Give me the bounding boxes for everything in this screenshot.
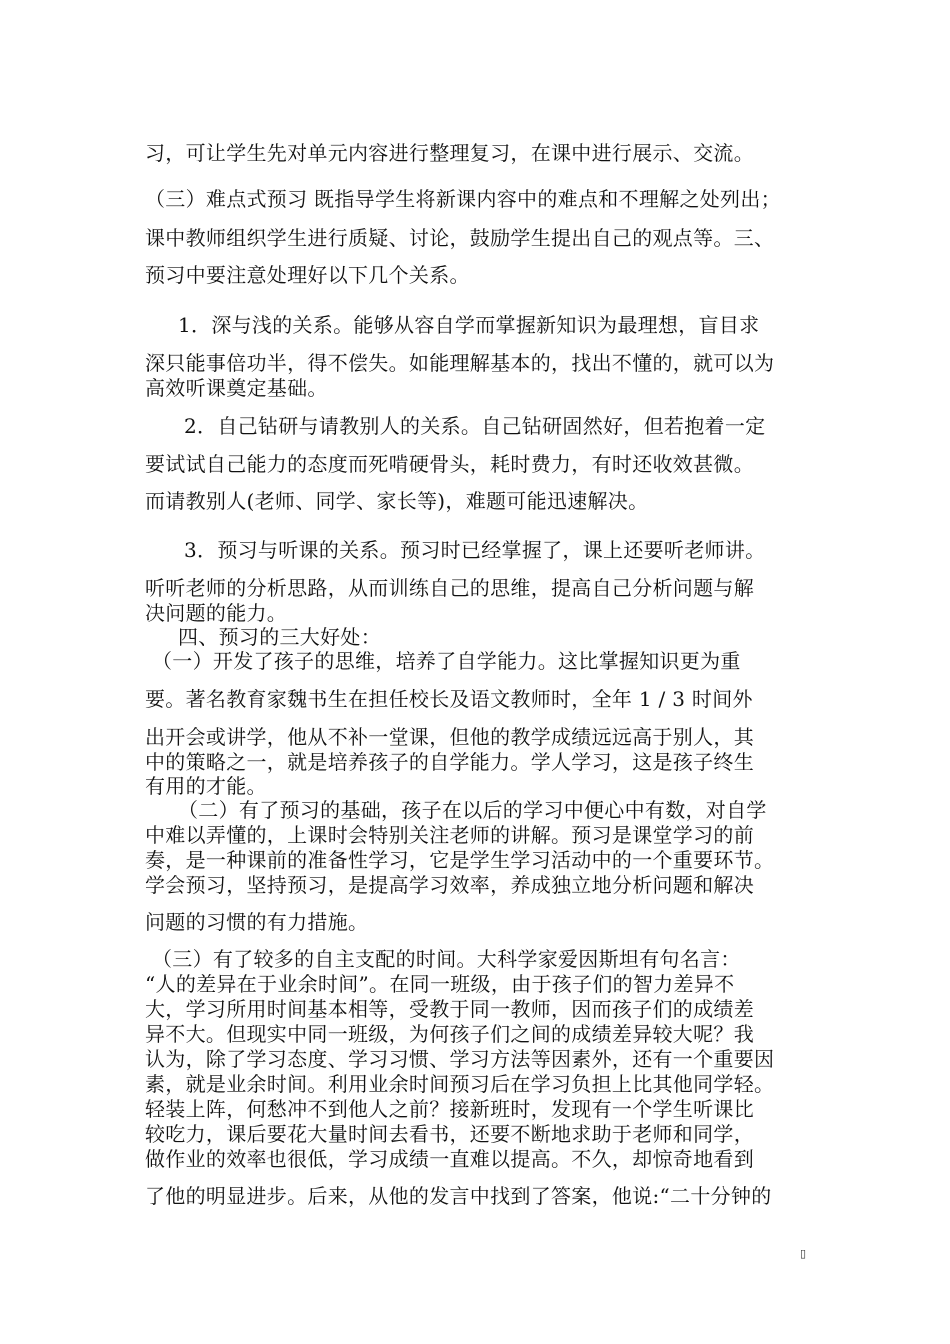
text-line: （一）开发了孩子的思维，培养了自学能力。这比掌握知识更为重 (152, 649, 741, 673)
text-line: 中的策略之一，就是培养孩子的自学能力。学人学习，这是孩子终生 (145, 750, 754, 774)
text-line: 高效听课奠定基础。 (145, 376, 328, 400)
text-line: 大，学习所用时间基本相等，受教于同一教师，因而孩子们的成绩差 (145, 997, 754, 1021)
text-line: 做作业的效率也很低，学习成绩一直难以提高。不久，却惊奇地看到 (145, 1147, 754, 1171)
text-line: 认为，除了学习态度、学习习惯、学习方法等因素外，还有一个重要因 (145, 1047, 775, 1071)
text-line: 2．自己钻研与请教别人的关系。自己钻研固然好，但若抱着一定 (184, 414, 766, 438)
text-line: 决问题的能力。 (145, 601, 288, 625)
text-line: （三）难点式预习 既指导学生将新课内容中的难点和不理解之处列出； (145, 187, 781, 211)
text-line: 轻装上阵，何愁冲不到他人之前？接新班时，发现有一个学生听课比 (145, 1097, 754, 1121)
page-number: ▯ (800, 1247, 807, 1260)
text-line: 了他的明显进步。后来，从他的发言中找到了答案，他说:“二十分钟的 (145, 1184, 772, 1208)
text-line: 有用的才能。 (145, 774, 267, 798)
text-line: 学会预习，坚持预习，是提高学习效率，养成独立地分析问题和解决 (145, 873, 754, 897)
text-line: “人的差异在于业余时间”。在同一班级，由于孩子们的智力差异不 (145, 972, 735, 996)
text-line: 要试试自己能力的态度而死啃硬骨头，耗时费力，有时还收效甚微。 (145, 452, 754, 476)
text-line: 1．深与浅的关系。能够从容自学而掌握新知识为最理想，盲目求 (178, 313, 760, 337)
text-line: 课中教师组织学生进行质疑、讨论，鼓励学生提出自己的观点等。三、 (145, 226, 775, 250)
text-line: 出开会或讲学，他从不补一堂课，但他的教学成绩远远高于别人，其 (145, 725, 754, 749)
text-line: 问题的习惯的有力措施。 (145, 910, 369, 934)
text-line: 奏，是一种课前的准备性学习，它是学生学习活动中的一个重要环节。 (145, 848, 775, 872)
text-line: 四、预习的三大好处： (178, 625, 381, 649)
text-line: （二）有了预习的基础，孩子在以后的学习中便心中有数，对自学 (178, 798, 767, 822)
text-line: 习，可让学生先对单元内容进行整理复习，在课中进行展示、交流。 (145, 141, 754, 165)
text-line: 深只能事倍功半，得不偿失。如能理解基本的，找出不懂的，就可以为 (145, 351, 775, 375)
text-line: 异不大。但现实中同一班级，为何孩子们之间的成绩差异较大呢？我 (145, 1022, 754, 1046)
text-line: 素，就是业余时间。利用业余时间预习后在学习负担上比其他同学轻。 (145, 1072, 775, 1096)
text-line: （三）有了较多的自主支配的时间。大科学家爱因斯坦有句名言： (152, 947, 741, 971)
text-line: 较吃力，课后要花大量时间去看书，还要不断地求助于老师和同学， (145, 1122, 754, 1146)
text-line: 预习中要注意处理好以下几个关系。 (145, 263, 470, 287)
text-line: 中难以弄懂的，上课时会特别关注老师的讲解。预习是课堂学习的前 (145, 823, 754, 847)
text-line: 3．预习与听课的关系。预习时已经掌握了，课上还要听老师讲。 (184, 538, 766, 562)
text-line: 听听老师的分析思路，从而训练自己的思维，提高自己分析问题与解 (145, 576, 754, 600)
text-line: 而请教别人(老师、同学、家长等)，难题可能迅速解决。 (145, 489, 649, 513)
text-line: 要。著名教育家魏书生在担任校长及语文教师时，全年 1 / 3 时间外 (145, 687, 753, 711)
